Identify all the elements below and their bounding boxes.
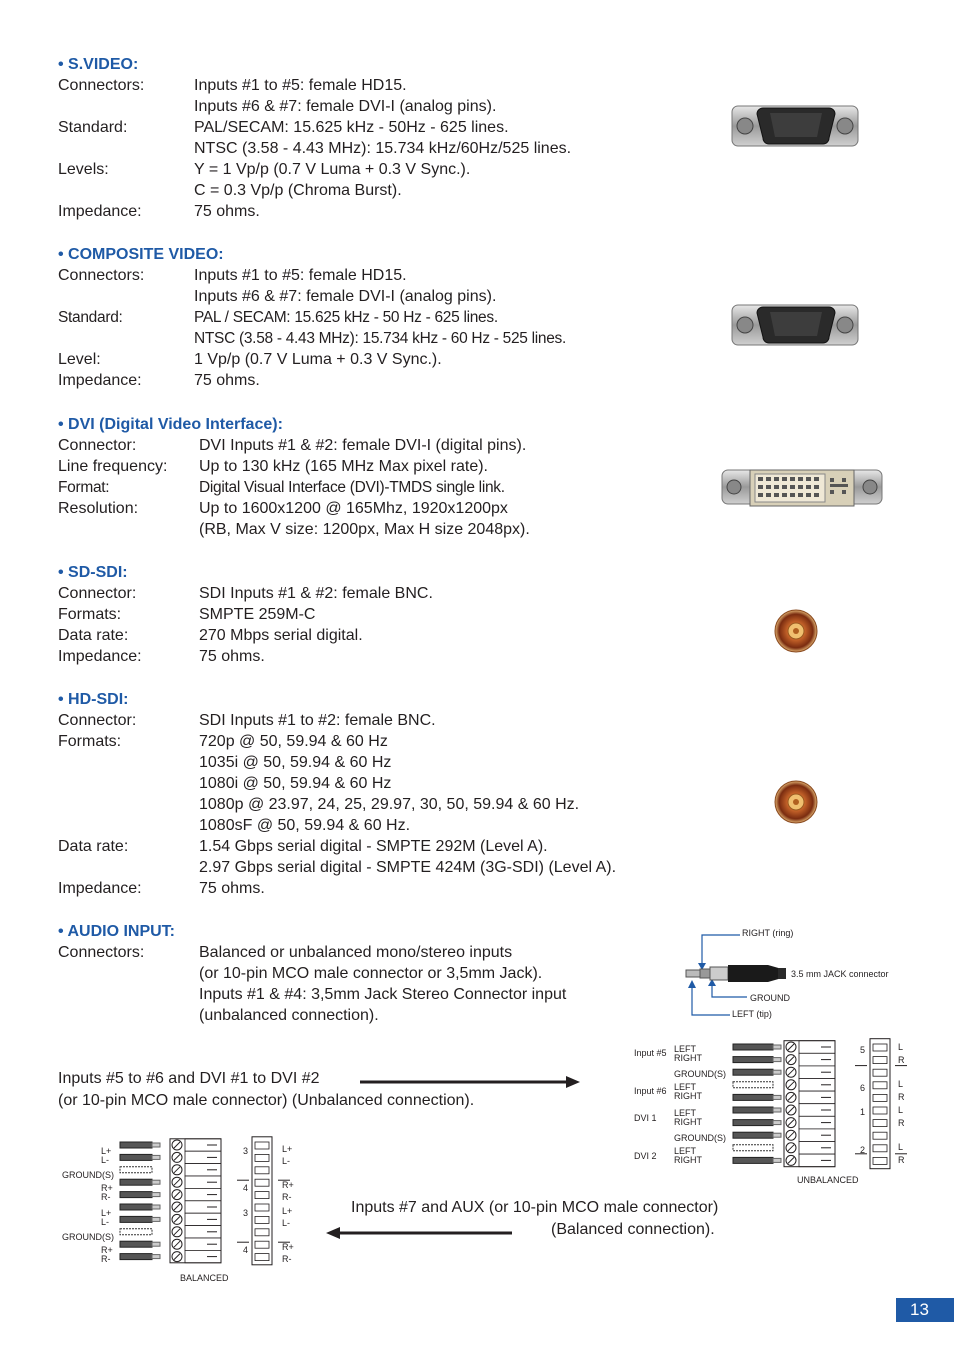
bal-left-label: GROUND(S): [62, 1170, 114, 1180]
jack-left-label: LEFT (tip): [732, 1009, 772, 1019]
screw-slot: [174, 1167, 180, 1173]
screw-terminal: [172, 1252, 182, 1262]
spec-label: Impedance:: [58, 880, 142, 897]
spec-value: (RB, Max V size: 1200px, Max H size 2048px).: [199, 521, 530, 538]
spec-value: (unbalanced connection).: [199, 1007, 379, 1024]
plug-outline: [252, 1137, 272, 1265]
screw-terminal: [172, 1227, 182, 1237]
spec-label: Impedance:: [58, 648, 142, 665]
spec-value: SDI Inputs #1 & #2: female BNC.: [199, 585, 433, 602]
terminal-cell: [185, 1201, 221, 1213]
screw-terminal: [172, 1239, 182, 1249]
spec-label: Formats:: [58, 733, 122, 750]
unbal-number: 1: [860, 1107, 866, 1117]
plug-pin: [873, 1082, 887, 1089]
spec-value: Inputs #1 & #4: 3,5mm Jack Stereo Connector input: [199, 986, 567, 1003]
screw-terminal: [786, 1143, 796, 1153]
spec-value: DVI Inputs #1 & #2: female DVI-I (digital pins).: [199, 437, 527, 454]
bal-left-label: L+: [101, 1208, 112, 1218]
wire-tip: [152, 1180, 160, 1184]
terminal-cell: [185, 1188, 221, 1200]
wire-tip: [773, 1133, 781, 1137]
unbal-label: RIGHT: [674, 1091, 702, 1101]
unbal-side-label: L: [898, 1105, 904, 1115]
spec-label: Connector:: [58, 585, 137, 602]
spec-value: 75 ohms.: [194, 372, 260, 389]
spec-label: Connectors:: [58, 944, 145, 961]
unbal-label: RIGHT: [674, 1155, 702, 1165]
spec-value: C = 0.3 Vp/p (Chroma Burst).: [194, 182, 402, 199]
spec-label: Connector:: [58, 712, 137, 729]
bal-number: 4: [243, 1245, 249, 1255]
svideo-heading: • S.VIDEO:: [58, 56, 139, 73]
plug-pin: [255, 1254, 269, 1261]
wire-tip: [152, 1155, 160, 1159]
unbal-label: GROUND(S): [674, 1133, 726, 1143]
bal-left-label: R-: [101, 1192, 111, 1202]
signal-wire: [733, 1157, 773, 1163]
ground-wire: [120, 1229, 152, 1235]
spec-value: 2.97 Gbps serial digital - SMPTE 424M (3G-SDI) (Level A).: [199, 859, 617, 876]
screw-slot: [174, 1154, 180, 1160]
bal-number: 3: [243, 1208, 249, 1218]
spec-value: 75 ohms.: [194, 203, 260, 220]
screw-terminal: [786, 1080, 796, 1090]
signal-wire: [120, 1204, 152, 1210]
screw-slot: [788, 1094, 794, 1100]
screw-terminal: [786, 1042, 796, 1052]
bal-number: 4: [243, 1183, 249, 1193]
unbal-label: Input #6: [634, 1086, 667, 1096]
sdsdi-heading: • SD-SDI:: [58, 564, 128, 581]
spec-label: Format:: [58, 479, 110, 496]
plug-pin: [255, 1154, 269, 1161]
spec-label: Data rate:: [58, 838, 129, 855]
page-number: 13: [910, 1300, 929, 1319]
unbal-side-label: L: [898, 1142, 904, 1152]
signal-wire: [733, 1120, 773, 1126]
wire-tip: [773, 1070, 781, 1074]
spec-value: PAL / SECAM: 15.625 kHz - 50 Hz - 625 lines.: [194, 309, 498, 326]
screw-terminal: [786, 1118, 796, 1128]
terminal-cell: [799, 1041, 835, 1054]
screw-slot: [174, 1192, 180, 1198]
spec-value: Up to 1600x1200 @ 165Mhz, 1920x1200px: [199, 500, 508, 517]
bal-right-label: R+: [282, 1180, 294, 1190]
bal-left-label: R+: [101, 1183, 113, 1193]
spec-label: Standard:: [58, 309, 123, 326]
screw-slot: [788, 1107, 794, 1113]
wire-tip: [152, 1242, 160, 1246]
unbal-label: RIGHT: [674, 1117, 702, 1127]
spec-label: Line frequency:: [58, 458, 168, 475]
spec-label: Levels:: [58, 161, 109, 178]
bal-right-label: R+: [282, 1242, 294, 1252]
svideo-section: [58, 54, 572, 222]
spec-label: Level:: [58, 351, 101, 368]
screw-terminal: [172, 1214, 182, 1224]
plug-pin: [873, 1057, 887, 1064]
wire-tip: [152, 1255, 160, 1259]
plug-pin: [255, 1167, 269, 1174]
signal-wire: [733, 1132, 773, 1138]
plug-pin: [873, 1044, 887, 1051]
terminal-cell: [185, 1176, 221, 1188]
bal-left-label: L+: [101, 1146, 112, 1156]
plug-pin: [873, 1145, 887, 1152]
jack-right-label: RIGHT (ring): [742, 928, 794, 938]
unbalanced-note-line1: Inputs #5 to #6 and DVI #1 to DVI #2: [58, 1070, 320, 1087]
signal-wire: [120, 1241, 152, 1247]
unbal-side-label: R: [898, 1055, 905, 1065]
spec-value: 1080sF @ 50, 59.94 & 60 Hz.: [199, 817, 411, 834]
spec-label: Impedance:: [58, 372, 142, 389]
wire-tip: [152, 1143, 160, 1147]
screw-slot: [788, 1069, 794, 1075]
terminal-cell: [799, 1104, 835, 1117]
terminal-block-outline: [784, 1041, 835, 1167]
bal-right-label: R-: [282, 1254, 292, 1264]
wire-tip: [773, 1045, 781, 1049]
wire-tip: [773, 1121, 781, 1125]
plug-pin: [873, 1094, 887, 1101]
spec-value: Up to 130 kHz (165 MHz Max pixel rate).: [199, 458, 488, 475]
signal-wire: [733, 1044, 773, 1050]
dvi-section: [58, 414, 530, 540]
signal-wire: [733, 1094, 773, 1100]
plug-pin: [873, 1157, 887, 1164]
spec-value: 1 Vp/p (0.7 V Luma + 0.3 V Sync.).: [194, 351, 442, 368]
signal-wire: [733, 1107, 773, 1113]
spec-value: 1.54 Gbps serial digital - SMPTE 292M (Level A).: [199, 838, 548, 855]
spec-value: Inputs #6 & #7: female DVI-I (analog pins).: [194, 98, 497, 115]
plug-pin: [873, 1132, 887, 1139]
ground-wire: [733, 1082, 773, 1088]
balanced-note-line2: (Balanced connection).: [551, 1221, 715, 1238]
plug-pin: [255, 1204, 269, 1211]
ground-wire: [733, 1145, 773, 1151]
terminal-cell: [799, 1116, 835, 1129]
screw-terminal: [172, 1152, 182, 1162]
unbal-label: DVI 2: [634, 1151, 657, 1161]
screw-slot: [174, 1216, 180, 1222]
plug-pin: [255, 1216, 269, 1223]
spec-label: Formats:: [58, 606, 122, 623]
spec-label: Connectors:: [58, 267, 145, 284]
spec-value: Balanced or unbalanced mono/stereo inputs: [199, 944, 513, 961]
spec-label: Connectors:: [58, 77, 145, 94]
screw-terminal: [172, 1140, 182, 1150]
wire-tip: [152, 1193, 160, 1197]
spec-value: SDI Inputs #1 to #2: female BNC.: [199, 712, 436, 729]
terminal-cell: [799, 1079, 835, 1092]
screw-terminal: [172, 1165, 182, 1175]
bal-left-label: L-: [101, 1155, 110, 1165]
hdsdi-heading: • HD-SDI:: [58, 691, 129, 708]
unbal-side-label: R: [898, 1118, 905, 1128]
spec-value: 1080p @ 23.97, 24, 25, 29.97, 30, 50, 59.94 & 60 Hz.: [199, 796, 580, 813]
screw-terminal: [172, 1202, 182, 1212]
unbal-side-label: R: [898, 1092, 905, 1102]
terminal-cell: [799, 1129, 835, 1142]
plug-pin: [873, 1107, 887, 1114]
terminal-cell: [185, 1213, 221, 1225]
bal-right-label: L+: [282, 1206, 293, 1216]
spec-value: 1035i @ 50, 59.94 & 60 Hz: [199, 754, 392, 771]
screw-slot: [788, 1145, 794, 1151]
wire-tip: [773, 1095, 781, 1099]
unbal-number: 6: [860, 1083, 866, 1093]
plug-pin: [255, 1192, 269, 1199]
unbal-side-label: L: [898, 1079, 904, 1089]
screw-slot: [174, 1254, 180, 1260]
spec-value: 1080i @ 50, 59.94 & 60 Hz: [199, 775, 392, 792]
wire-tip: [152, 1217, 160, 1221]
bal-left-label: R+: [101, 1245, 113, 1255]
spec-value: SMPTE 259M-C: [199, 606, 316, 623]
balanced-note-line1: Inputs #7 and AUX (or 10-pin MCO male connector): [351, 1199, 719, 1216]
plug-outline: [870, 1039, 890, 1169]
signal-wire: [733, 1057, 773, 1063]
screw-slot: [788, 1044, 794, 1050]
jack-ground-label: GROUND: [750, 993, 790, 1003]
jack-name-label: 3.5 mm JACK connector: [791, 969, 889, 979]
terminal-cell: [185, 1151, 221, 1163]
screw-terminal: [786, 1055, 796, 1065]
bal-right-label: L-: [282, 1218, 291, 1228]
spec-value: Inputs #1 to #5: female HD15.: [194, 267, 407, 284]
screw-slot: [788, 1157, 794, 1163]
bal-number: 3: [243, 1146, 249, 1156]
spec-value: 75 ohms.: [199, 880, 265, 897]
terminal-cell: [799, 1142, 835, 1155]
spec-value: Inputs #6 & #7: female DVI-I (analog pins).: [194, 288, 497, 305]
screw-slot: [174, 1142, 180, 1148]
hdsdi-section: [58, 689, 617, 899]
signal-wire: [120, 1154, 152, 1160]
terminal-cell: [185, 1164, 221, 1176]
spec-label: Impedance:: [58, 203, 142, 220]
spec-label: Connector:: [58, 437, 137, 454]
spec-value: NTSC (3.58 - 4.43 MHz): 15.734 kHz/60Hz/525 lines.: [194, 140, 572, 157]
wire-tip: [773, 1108, 781, 1112]
bal-right-label: L+: [282, 1144, 293, 1154]
screw-slot: [788, 1120, 794, 1126]
spec-label: Data rate:: [58, 627, 129, 644]
terminal-cell: [799, 1053, 835, 1066]
screw-terminal: [786, 1067, 796, 1077]
screw-terminal: [172, 1177, 182, 1187]
unbal-caption: UNBALANCED: [797, 1175, 859, 1185]
unbal-side-label: R: [898, 1155, 905, 1165]
bal-right-label: R-: [282, 1192, 292, 1202]
signal-wire: [120, 1216, 152, 1222]
unbal-number: 2: [860, 1145, 866, 1155]
unbal-number: 5: [860, 1045, 866, 1055]
screw-terminal: [786, 1092, 796, 1102]
screw-slot: [174, 1241, 180, 1247]
unbal-label: GROUND(S): [674, 1069, 726, 1079]
terminal-cell: [185, 1250, 221, 1262]
plug-pin: [873, 1120, 887, 1127]
unbal-label: RIGHT: [674, 1053, 702, 1063]
spec-value: 270 Mbps serial digital.: [199, 627, 363, 644]
terminal-cell: [185, 1139, 221, 1151]
unbal-label: Input #5: [634, 1048, 667, 1058]
bal-caption: BALANCED: [180, 1273, 229, 1283]
wire-tip: [773, 1058, 781, 1062]
bal-left-label: L-: [101, 1217, 110, 1227]
spec-value: 720p @ 50, 59.94 & 60 Hz: [199, 733, 388, 750]
ground-wire: [120, 1167, 152, 1173]
spec-value: NTSC (3.58 - 4.43 MHz): 15.734 kHz - 60 Hz - 525 lines.: [194, 330, 567, 347]
composite-section: [58, 244, 567, 391]
terminal-cell: [185, 1226, 221, 1238]
spec-value: Y = 1 Vp/p (0.7 V Luma + 0.3 V Sync.).: [194, 161, 471, 178]
bal-left-label: GROUND(S): [62, 1232, 114, 1242]
signal-wire: [120, 1179, 152, 1185]
spec-value: 75 ohms.: [199, 648, 265, 665]
terminal-cell: [799, 1091, 835, 1104]
spec-value: Digital Visual Interface (DVI)-TMDS single link.: [199, 479, 505, 496]
screw-terminal: [786, 1105, 796, 1115]
sdsdi-section: [58, 562, 433, 667]
screw-slot: [174, 1229, 180, 1235]
unbal-label: LEFT: [674, 1108, 697, 1118]
bal-right-label: L-: [282, 1156, 291, 1166]
dvi-heading: • DVI (Digital Video Interface):: [58, 416, 283, 433]
terminal-cell: [799, 1066, 835, 1079]
screw-slot: [788, 1082, 794, 1088]
page-number-box: [896, 1298, 954, 1322]
spec-value: PAL/SECAM: 15.625 kHz - 50Hz - 625 lines.: [194, 119, 509, 136]
unbal-label: LEFT: [674, 1146, 697, 1156]
plug-pin: [873, 1069, 887, 1076]
spec-label: Standard:: [58, 119, 128, 136]
spec-value: (or 10-pin MCO male connector or 3,5mm Jack).: [199, 965, 543, 982]
spec-label: Resolution:: [58, 500, 139, 517]
unbal-label: LEFT: [674, 1044, 697, 1054]
signal-wire: [733, 1069, 773, 1075]
signal-wire: [120, 1254, 152, 1260]
wire-tip: [773, 1158, 781, 1162]
screw-slot: [174, 1179, 180, 1185]
plug-pin: [255, 1241, 269, 1248]
unbal-label: LEFT: [674, 1082, 697, 1092]
screw-terminal: [786, 1155, 796, 1165]
unbalanced-note-line2: (or 10-pin MCO male connector) (Unbalanced connection).: [58, 1092, 475, 1109]
screw-slot: [788, 1057, 794, 1063]
screw-slot: [174, 1204, 180, 1210]
wire-tip: [152, 1205, 160, 1209]
screw-terminal: [172, 1190, 182, 1200]
terminal-block-outline: [170, 1139, 221, 1263]
audio-section: [58, 921, 567, 1026]
unbal-side-label: L: [898, 1042, 904, 1052]
plug-pin: [255, 1142, 269, 1149]
signal-wire: [120, 1192, 152, 1198]
terminal-cell: [799, 1154, 835, 1167]
plug-pin: [255, 1179, 269, 1186]
unbal-label: DVI 1: [634, 1113, 657, 1123]
plug-pin: [255, 1229, 269, 1236]
screw-slot: [788, 1132, 794, 1138]
spec-value: Inputs #1 to #5: female HD15.: [194, 77, 407, 94]
composite-heading: • COMPOSITE VIDEO:: [58, 246, 224, 263]
bal-left-label: R-: [101, 1254, 111, 1264]
signal-wire: [120, 1142, 152, 1148]
screw-terminal: [786, 1130, 796, 1140]
audio-heading: • AUDIO INPUT:: [58, 923, 176, 940]
terminal-cell: [185, 1238, 221, 1250]
